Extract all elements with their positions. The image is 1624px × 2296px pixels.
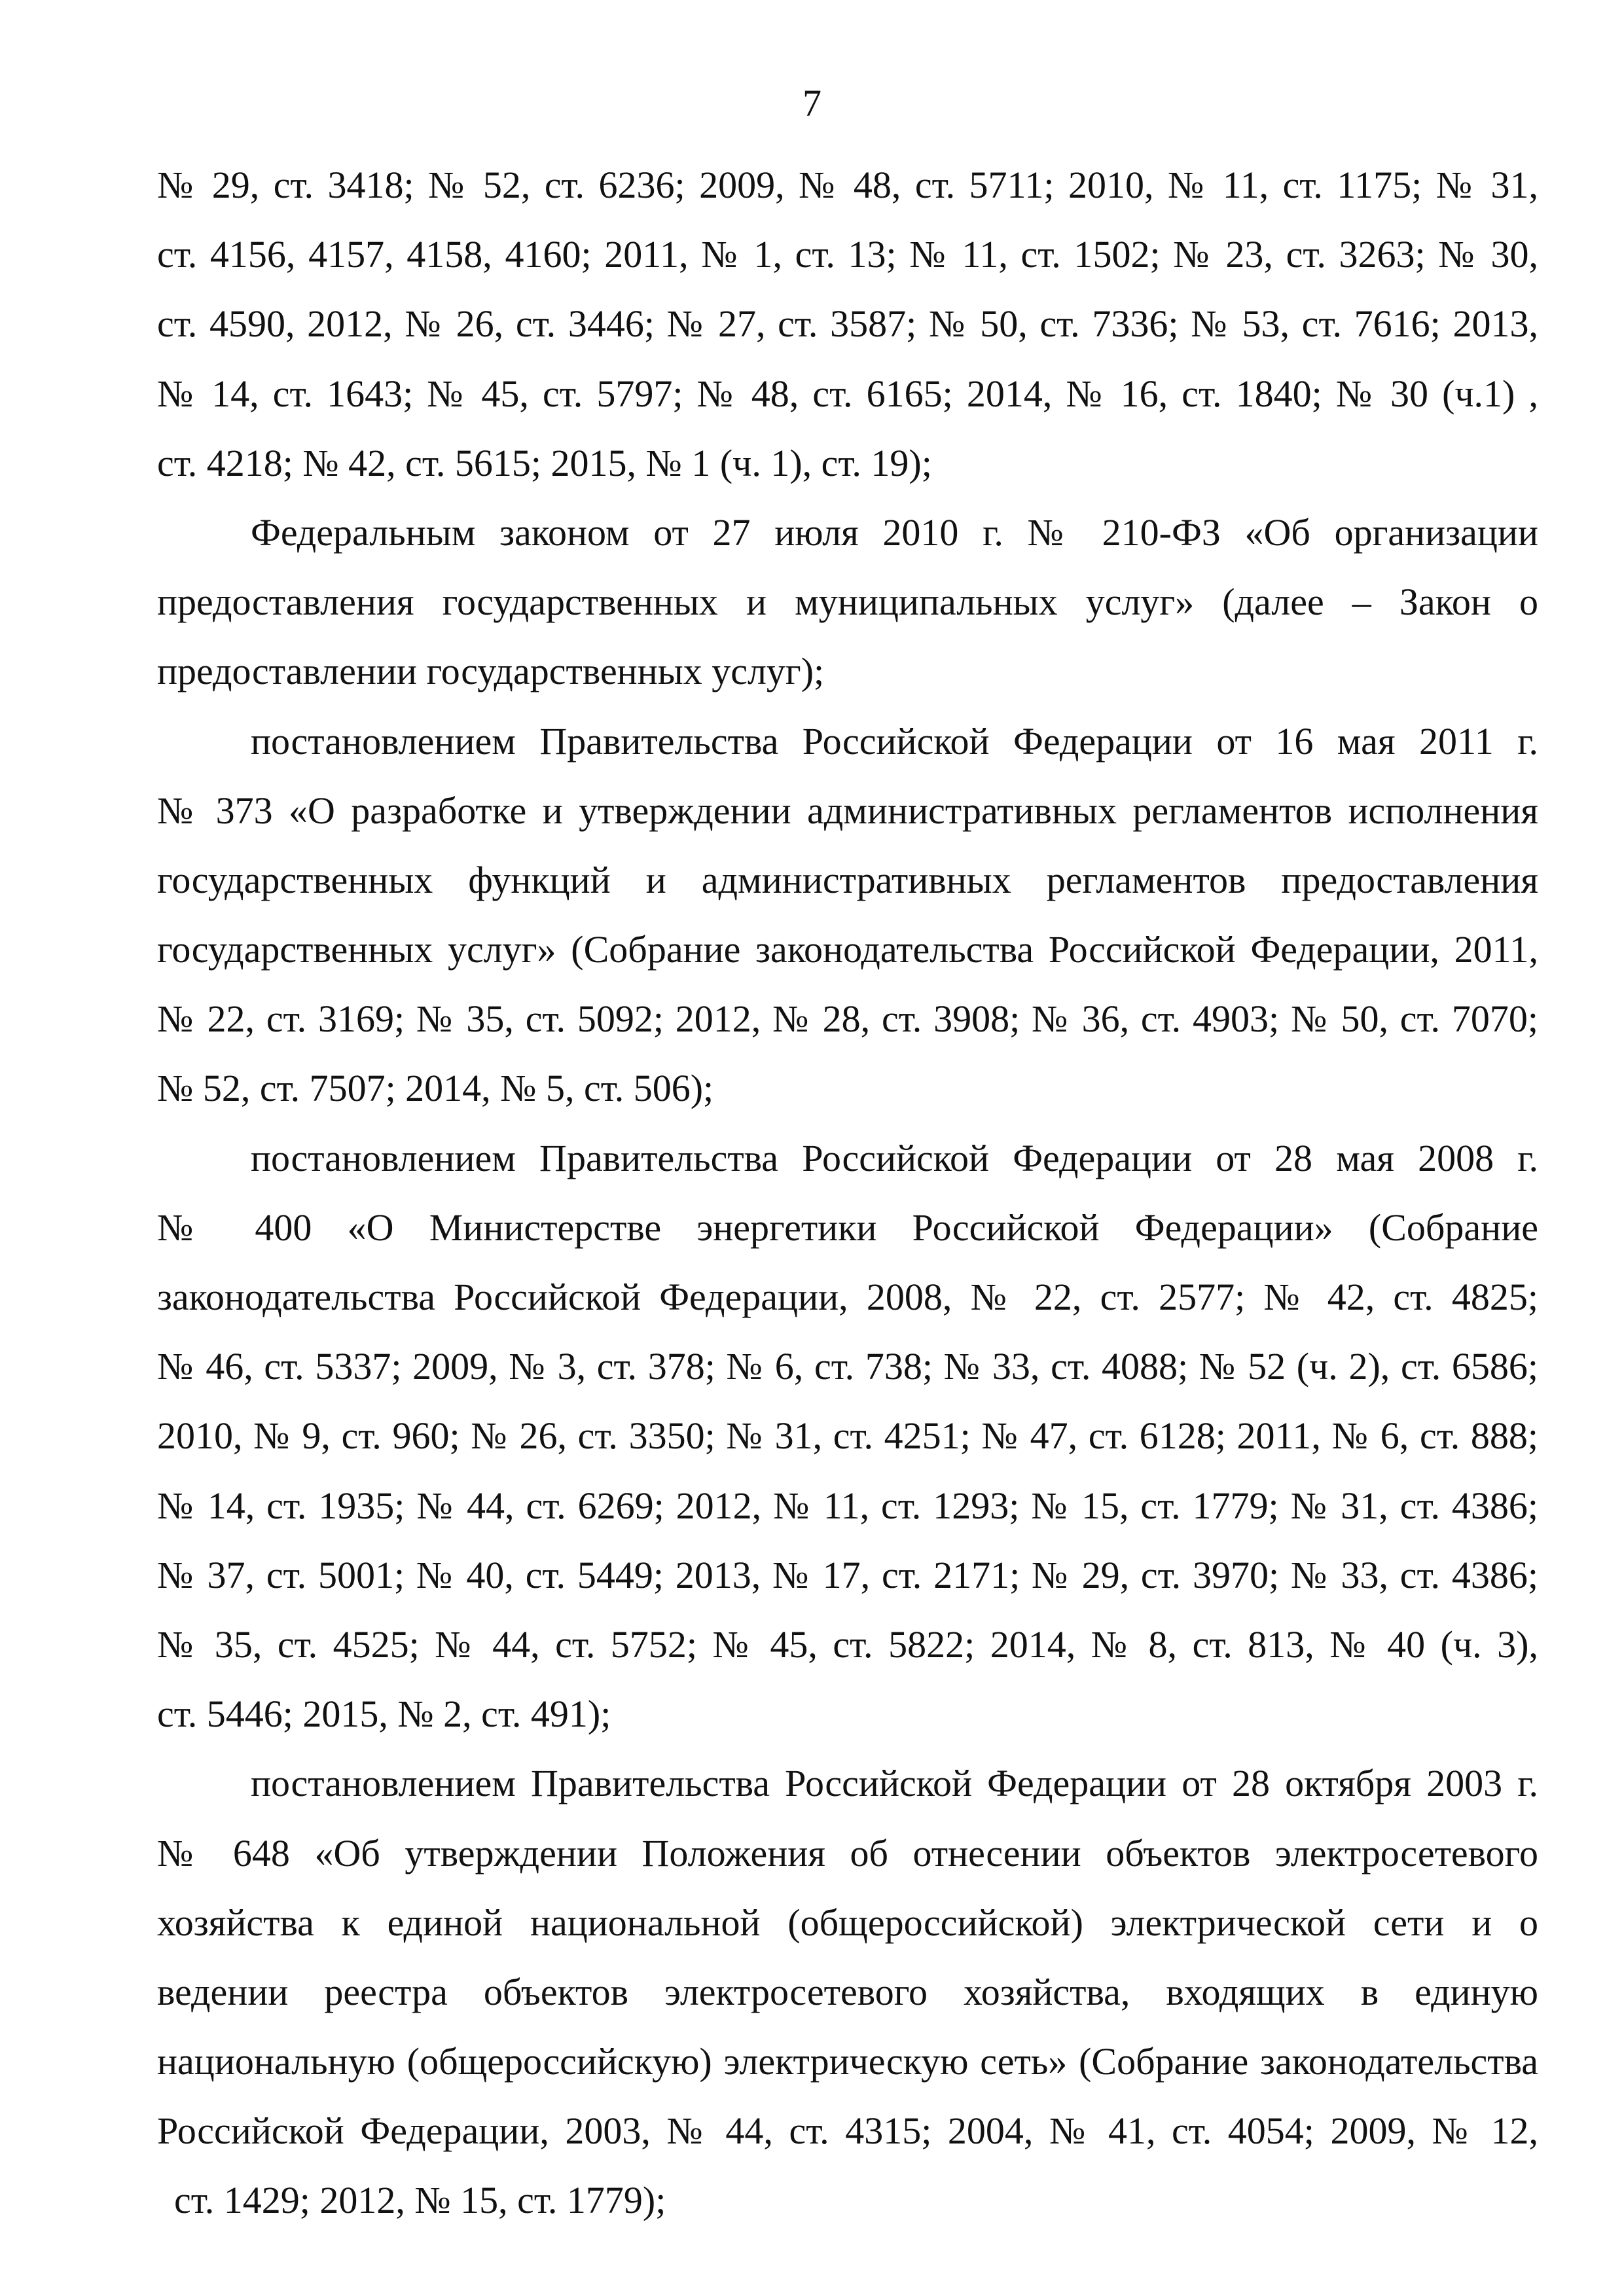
- text-line: № 14, ст. 1643; № 45, ст. 5797; № 48, ст. 6165; 2014, № 16, ст. 1840; № 30 (ч.1) ,: [157, 372, 1538, 415]
- text-line: ст. 5446; 2015, № 2, ст. 491);: [157, 1693, 611, 1736]
- text-line: постановлением Правительства Российской Федерации от 28 мая 2008 г.: [251, 1136, 1538, 1179]
- text-line: № 29, ст. 3418; № 52, ст. 6236; 2009, № 48, ст. 5711; 2010, № 11, ст. 1175; № 31,: [157, 164, 1538, 206]
- text-line: постановлением Правительства Российской Федерации от 16 мая 2011 г.: [251, 719, 1538, 762]
- text-line: ст. 1429; 2012, № 15, ст. 1779);: [174, 2179, 666, 2222]
- text-line: № 46, ст. 5337; 2009, № 3, ст. 378; № 6, ст. 738; № 33, ст. 4088; № 52 (ч. 2), ст. 6586;: [157, 1345, 1538, 1388]
- text-line: Российской Федерации, 2003, № 44, ст. 4315; 2004, № 41, ст. 4054; 2009, № 12,: [157, 2109, 1538, 2153]
- text-line: хозяйства к единой национальной (общероссийской) электрической сети и о: [157, 1901, 1538, 1944]
- text-line: ст. 4156, 4157, 4158, 4160; 2011, № 1, ст. 13; № 11, ст. 1502; № 23, ст. 3263; № 30,: [157, 233, 1538, 276]
- page-number: 7: [803, 82, 821, 124]
- text-line: законодательства Российской Федерации, 2008, № 22, ст. 2577; № 42, ст. 4825;: [157, 1276, 1538, 1318]
- text-line: предоставлении государственных услуг);: [157, 650, 825, 693]
- text-line: ст. 4218; № 42, ст. 5615; 2015, № 1 (ч. 1), ст. 19);: [157, 441, 932, 484]
- text-line: ведении реестра объектов электросетевого хозяйства, входящих в единую: [157, 1970, 1538, 2013]
- text-line: № 35, ст. 4525; № 44, ст. 5752; № 45, ст. 5822; 2014, № 8, ст. 813, № 40 (ч. 3),: [157, 1623, 1538, 1666]
- text-line: № 648 «Об утверждении Положения об отнесении объектов электросетевого: [157, 1831, 1538, 1874]
- text-line: № 400 «О Министерстве энергетики Российской Федерации» (Собрание: [157, 1206, 1538, 1249]
- text-line: ст. 4590, 2012, № 26, ст. 3446; № 27, ст. 3587; № 50, ст. 7336; № 53, ст. 7616; 2013,: [157, 302, 1538, 346]
- text-line: государственных услуг» (Собрание законодательства Российской Федерации, 2011,: [157, 928, 1538, 971]
- text-line: постановлением Правительства Российской Федерации от 28 октября 2003 г.: [251, 1762, 1538, 1805]
- text-line: № 52, ст. 7507; 2014, № 5, ст. 506);: [157, 1067, 714, 1110]
- text-line: № 22, ст. 3169; № 35, ст. 5092; 2012, № 28, ст. 3908; № 36, ст. 4903; № 50, ст. 7070;: [157, 997, 1538, 1041]
- text-line: предоставления государственных и муниципальных услуг» (далее – Закон о: [157, 581, 1538, 624]
- text-line: национальную (общероссийскую) электрическую сеть» (Собрание законодательства: [157, 2040, 1538, 2083]
- text-line: 2010, № 9, ст. 960; № 26, ст. 3350; № 31, ст. 4251; № 47, ст. 6128; 2011, № 6, ст. 888;: [157, 1414, 1538, 1458]
- document-body: [157, 151, 1538, 2236]
- text-line: № 14, ст. 1935; № 44, ст. 6269; 2012, № 11, ст. 1293; № 15, ст. 1779; № 31, ст. 4386;: [157, 1484, 1538, 1527]
- text-line: Федеральным законом от 27 июля 2010 г. № 210-ФЗ «Об организации: [251, 511, 1538, 554]
- text-line: № 37, ст. 5001; № 40, ст. 5449; 2013, № 17, ст. 2171; № 29, ст. 3970; № 33, ст. 4386;: [157, 1553, 1538, 1596]
- text-line: № 373 «О разработке и утверждении административных регламентов исполнения: [157, 789, 1538, 832]
- text-line: государственных функций и административных регламентов предоставления: [157, 858, 1538, 901]
